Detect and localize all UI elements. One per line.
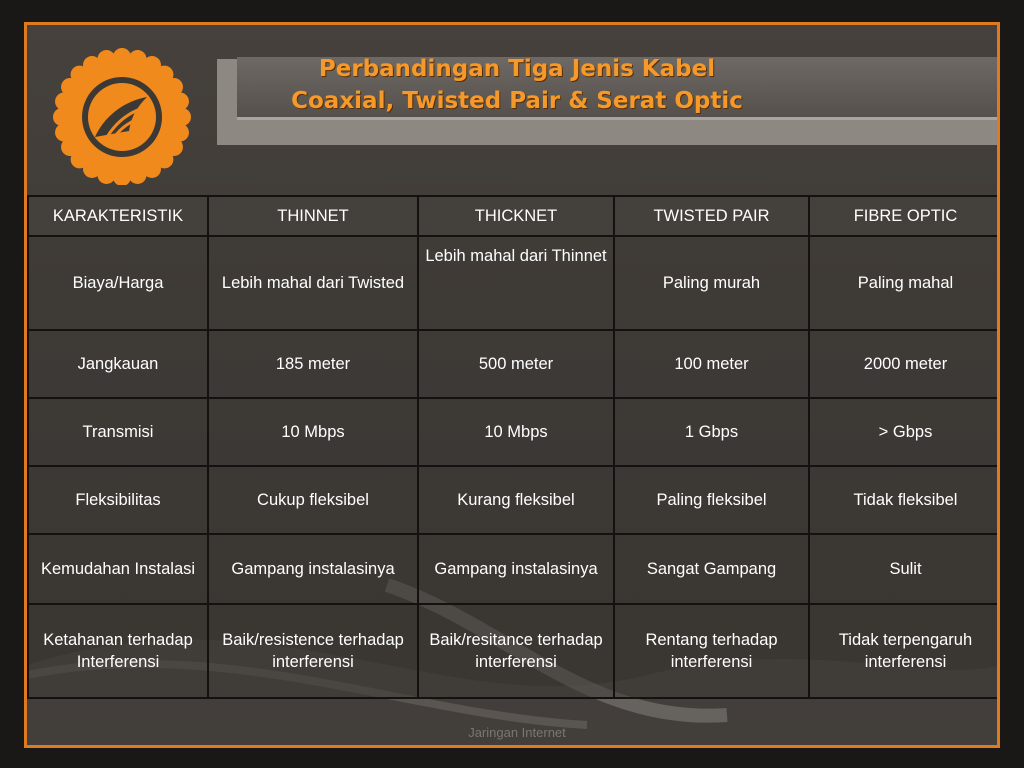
table-cell: Jangkauan (28, 330, 208, 398)
emblem-tooth (97, 50, 115, 68)
table-cell: Transmisi (28, 398, 208, 466)
table-cell: Paling mahal (809, 236, 1000, 330)
header-cell: KARAKTERISTIK (28, 196, 208, 236)
table-cell: Paling murah (614, 236, 809, 330)
table-cell: Fleksibilitas (28, 466, 208, 534)
table-row (28, 466, 1000, 534)
table-cell: Sulit (809, 534, 1000, 604)
table-cell: 500 meter (418, 330, 614, 398)
header-cell: FIBRE OPTIC (809, 196, 1000, 236)
title-line-2: Coaxial, Twisted Pair & Serat Optic (291, 88, 743, 114)
table-row (28, 330, 1000, 398)
table-cell: Kemudahan Instalasi (28, 534, 208, 604)
emblem-tooth (113, 48, 131, 66)
table-cell: Tidak fleksibel (809, 466, 1000, 534)
table-cell: > Gbps (809, 398, 1000, 466)
table-cell: Rentang terhadap interferensi (614, 604, 809, 698)
emblem-tooth (171, 92, 189, 110)
table-cell: 185 meter (208, 330, 418, 398)
header-cell: THICKNET (418, 196, 614, 236)
table-cell: Baik/resitance terhadap interferensi (418, 604, 614, 698)
table-cell: 2000 meter (809, 330, 1000, 398)
table-row (28, 534, 1000, 604)
table-cell: Biaya/Harga (28, 236, 208, 330)
title-line-1: Perbandingan Tiga Jenis Kabel (318, 56, 716, 82)
table-cell: Tidak terpengaruh interferensi (809, 604, 1000, 698)
table-cell: Baik/resistence terhadap interferensi (208, 604, 418, 698)
table-cell: Cukup fleksibel (208, 466, 418, 534)
slide-frame (24, 22, 1000, 748)
table-cell: 10 Mbps (208, 398, 418, 466)
table-row (28, 236, 1000, 330)
table-cell: Lebih mahal dari Twisted (208, 236, 418, 330)
table-cell: Gampang instalasinya (208, 534, 418, 604)
header-cell: TWISTED PAIR (614, 196, 809, 236)
slide-title (277, 53, 757, 117)
table-cell: 1 Gbps (614, 398, 809, 466)
emblem-tooth (55, 124, 73, 142)
table-cell: Kurang fleksibel (418, 466, 614, 534)
emblem-tooth (53, 108, 71, 126)
table-header-row (28, 196, 1000, 236)
table-row (28, 398, 1000, 466)
table-cell: Gampang instalasinya (418, 534, 614, 604)
table-cell: Sangat Gampang (614, 534, 809, 604)
table-cell: 100 meter (614, 330, 809, 398)
table-row (28, 604, 1000, 698)
header-cell: THINNET (208, 196, 418, 236)
university-emblem-icon (47, 45, 197, 185)
table-cell: 10 Mbps (418, 398, 614, 466)
slide-footer: Jaringan Internet (468, 725, 566, 740)
emblem-tooth (129, 166, 147, 184)
table-cell: Ketahanan terhadap Interferensi (28, 604, 208, 698)
comparison-table (27, 195, 1000, 699)
emblem-tooth (173, 108, 191, 126)
table-cell: Paling fleksibel (614, 466, 809, 534)
table-cell: Lebih mahal dari Thinnet (418, 236, 614, 330)
